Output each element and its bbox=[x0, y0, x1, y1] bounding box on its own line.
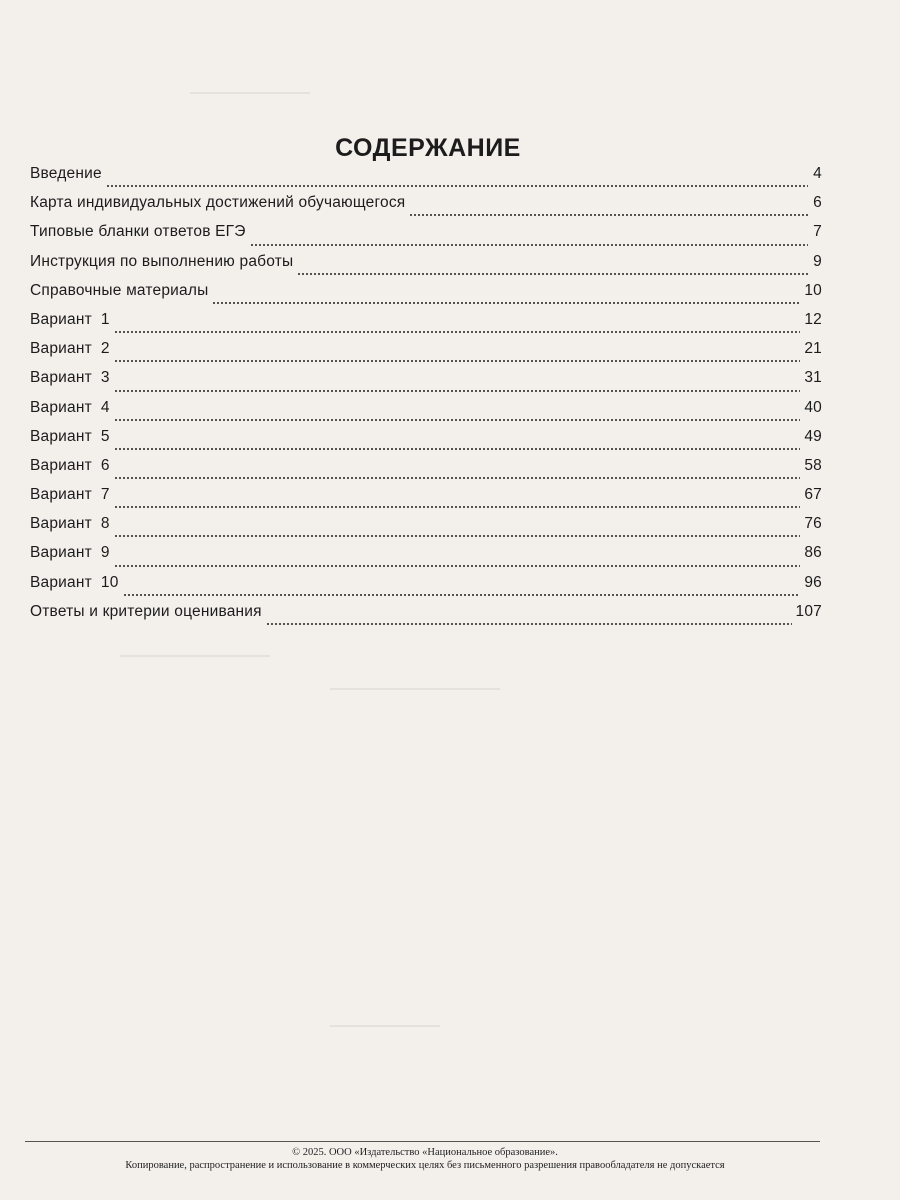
toc-entry[interactable] bbox=[30, 311, 822, 340]
toc-leader-dots bbox=[106, 185, 808, 187]
toc-entry[interactable] bbox=[30, 223, 822, 252]
footer-copyright: © 2025. ООО «Издательство «Национальное образование». bbox=[292, 1147, 558, 1158]
toc-entry[interactable] bbox=[30, 369, 822, 398]
toc-entry-label: Ответы и критерии оценивания bbox=[30, 602, 262, 620]
toc-entry-label: Справочные материалы bbox=[30, 281, 209, 299]
footer-notice: Копирование, распространение и использование в коммерческих целях без письменного разрешения правообладателя не допускается bbox=[125, 1160, 725, 1171]
toc-entry-page: 76 bbox=[804, 515, 822, 533]
toc-entry-page: 58 bbox=[804, 456, 822, 474]
toc-entry[interactable] bbox=[30, 486, 822, 515]
toc-entry[interactable] bbox=[30, 399, 822, 428]
toc-entry[interactable] bbox=[30, 515, 822, 544]
toc-entry-label: Типовые бланки ответов ЕГЭ bbox=[30, 223, 246, 241]
toc-entry-page: 21 bbox=[804, 340, 822, 358]
toc-entry-label: Вариант 6 bbox=[30, 456, 110, 474]
toc-entry-page: 10 bbox=[804, 281, 822, 299]
toc-leader-dots bbox=[114, 535, 801, 537]
toc-leader-dots bbox=[114, 565, 801, 567]
toc-entry[interactable] bbox=[30, 428, 822, 457]
toc-entry[interactable] bbox=[30, 544, 822, 573]
show-through-line bbox=[190, 92, 310, 94]
toc-leader-dots bbox=[114, 360, 801, 362]
footer bbox=[22, 1146, 828, 1172]
toc-leader-dots bbox=[266, 623, 792, 625]
table-of-contents bbox=[30, 165, 822, 632]
toc-entry[interactable] bbox=[30, 574, 822, 603]
toc-entry-page: 107 bbox=[795, 602, 822, 620]
toc-leader-dots bbox=[114, 448, 801, 450]
toc-leader-dots bbox=[114, 506, 801, 508]
toc-entry-label: Карта индивидуальных достижений обучающегося bbox=[30, 194, 406, 212]
toc-entry-page: 6 bbox=[813, 194, 822, 212]
toc-leader-dots bbox=[114, 331, 801, 333]
toc-entry[interactable] bbox=[30, 457, 822, 486]
toc-entry-page: 96 bbox=[804, 573, 822, 591]
show-through-line bbox=[330, 1025, 440, 1027]
toc-entry-page: 49 bbox=[804, 427, 822, 445]
toc-leader-dots bbox=[114, 477, 801, 479]
toc-leader-dots bbox=[123, 594, 801, 596]
toc-leader-dots bbox=[114, 419, 801, 421]
toc-entry-page: 7 bbox=[813, 223, 822, 241]
toc-entry[interactable] bbox=[30, 165, 822, 194]
toc-entry-label: Вариант 1 bbox=[30, 310, 110, 328]
toc-entry-page: 31 bbox=[804, 369, 822, 387]
toc-entry-label: Введение bbox=[30, 165, 102, 182]
toc-entry[interactable] bbox=[30, 282, 822, 311]
toc-entry-page: 86 bbox=[804, 544, 822, 562]
show-through-line bbox=[120, 655, 270, 657]
toc-entry[interactable] bbox=[30, 253, 822, 282]
toc-leader-dots bbox=[212, 302, 800, 304]
show-through-line bbox=[330, 688, 500, 690]
toc-leader-dots bbox=[250, 244, 808, 246]
toc-entry-page: 9 bbox=[813, 252, 822, 270]
toc-entry[interactable] bbox=[30, 194, 822, 223]
toc-entry-page: 40 bbox=[804, 398, 822, 416]
toc-entry-page: 4 bbox=[813, 165, 822, 182]
toc-entry-label: Вариант 3 bbox=[30, 369, 110, 387]
toc-leader-dots bbox=[114, 390, 801, 392]
toc-entry-label: Вариант 8 bbox=[30, 515, 110, 533]
toc-entry-page: 67 bbox=[804, 486, 822, 504]
toc-entry-page: 12 bbox=[804, 310, 822, 328]
toc-entry-label: Вариант 10 bbox=[30, 573, 119, 591]
toc-leader-dots bbox=[409, 214, 808, 216]
footer-divider bbox=[25, 1141, 820, 1142]
toc-entry-label: Вариант 7 bbox=[30, 486, 110, 504]
toc-entry[interactable] bbox=[30, 340, 822, 369]
toc-leader-dots bbox=[297, 273, 808, 275]
toc-entry-label: Инструкция по выполнению работы bbox=[30, 252, 294, 270]
toc-entry-label: Вариант 4 bbox=[30, 398, 110, 416]
page-title: СОДЕРЖАНИЕ bbox=[335, 134, 521, 162]
toc-entry-label: Вариант 2 bbox=[30, 340, 110, 358]
toc-entry[interactable] bbox=[30, 603, 822, 632]
toc-entry-label: Вариант 5 bbox=[30, 427, 110, 445]
toc-entry-label: Вариант 9 bbox=[30, 544, 110, 562]
